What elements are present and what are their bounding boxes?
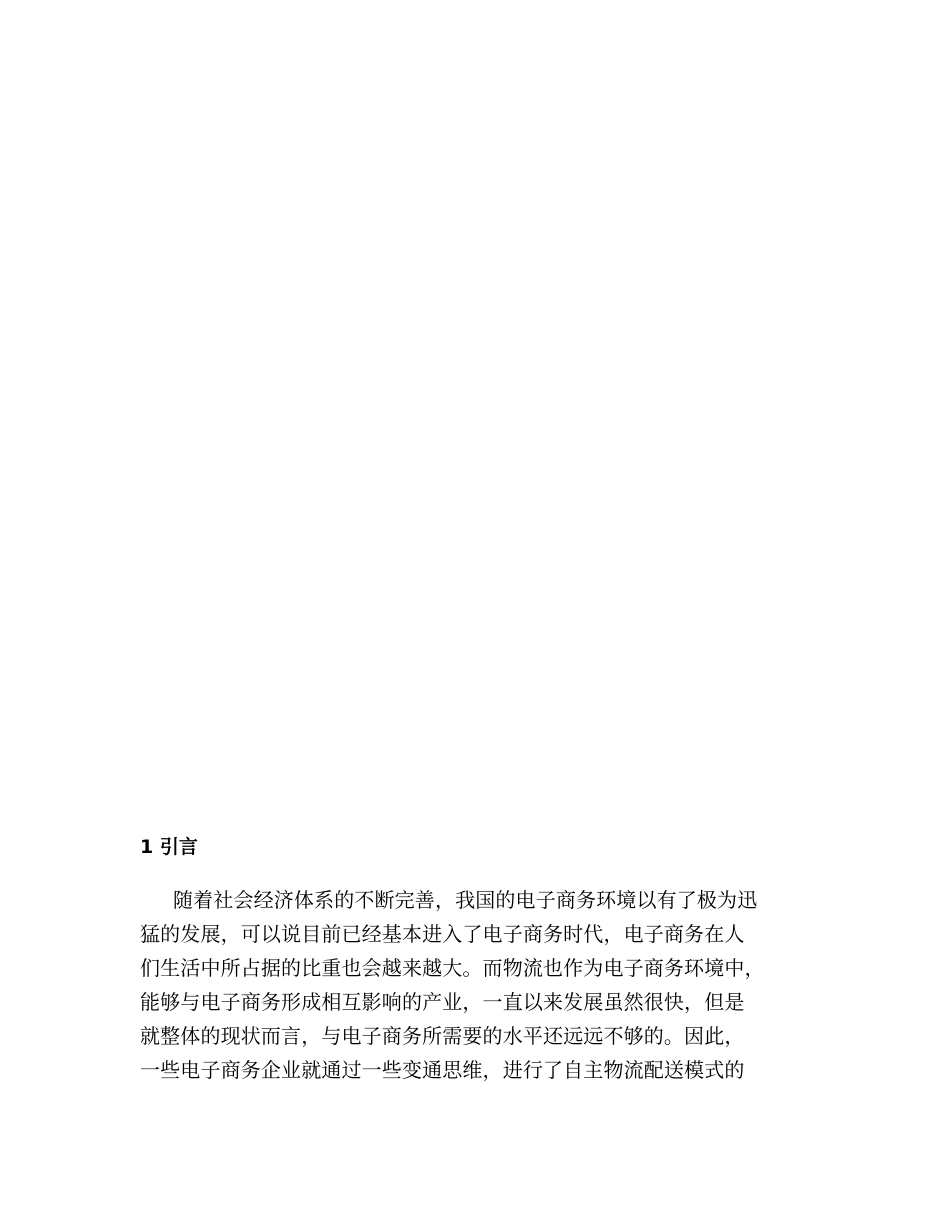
paragraph-line: 们生活中所占据的比重也会越来越大。而物流也作为电子商务环境中， [140,956,765,980]
paragraph-line: 能够与电子商务形成相互影响的产业，一直以来发展虽然很快，但是 [140,990,745,1014]
paragraph-line: 一些电子商务企业就通过一些变通思维，进行了自主物流配送模式的 [140,1058,745,1082]
paragraph-line: 就整体的现状而言，与电子商务所需要的水平还远远不够的。因此， [140,1024,745,1048]
paragraph-line: 猛的发展，可以说目前已经基本进入了电子商务时代，电子商务在人 [140,922,745,946]
paragraph-line: 随着社会经济体系的不断完善，我国的电子商务环境以有了极为迅 [173,888,758,912]
body-paragraph [140,883,840,1087]
section-heading: 1 引言 [140,836,198,858]
